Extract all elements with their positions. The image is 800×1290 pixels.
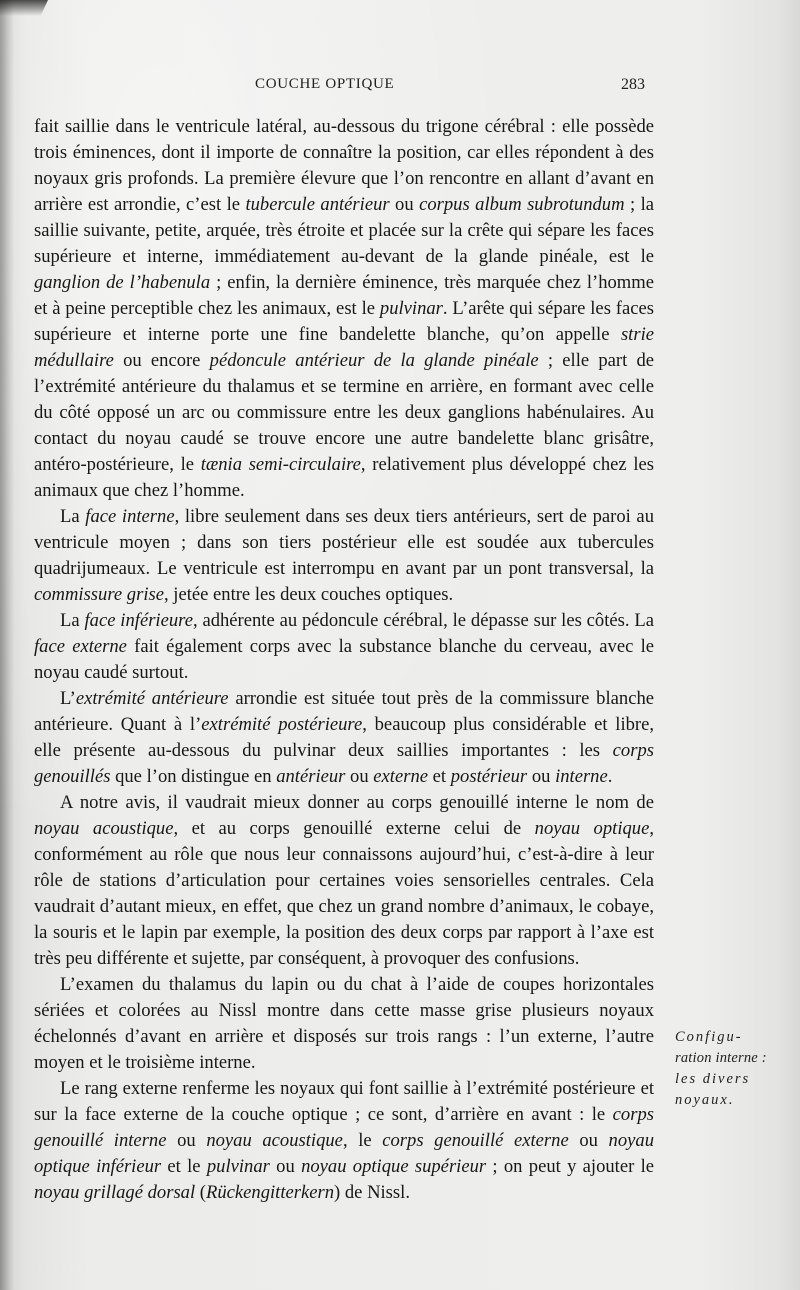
text-run: , libre seulement dans ses deux tiers antérieurs, sert de paroi au ventricule moyen ; dans son tiers postérieur elle est soudée aux tubercules quadrijumeaux. Le ventricule est interrompu en avant par un pont transversal, la	[34, 506, 654, 579]
margin-note-line: ration interne :	[675, 1050, 767, 1066]
text-run: ou	[166, 1130, 207, 1151]
page-number: 283	[621, 76, 645, 93]
text-run: , adhérente au pédoncule cérébral, le dépasse sur les côtés. La	[192, 610, 655, 631]
text-run: L’examen du thalamus du lapin ou du chat à l’aide de coupes horizontales sériées et colorées au Nissl montre dans cette masse grise plusieurs noyaux échelonnés d’avant en arrière et disposés sur trois rangs : l’un externe, l’autre moyen et le troisième interne.	[34, 974, 654, 1073]
text-run: ; enfin, la dernière éminence, très marquée chez l’homme et à peine perceptible chez les animaux, est le	[34, 272, 654, 319]
text-run: que l’on distingue en	[110, 766, 277, 787]
italic-term: Rückengitterkern	[206, 1182, 335, 1203]
italic-term: extrémité antérieure	[75, 688, 229, 709]
italic-term: pulvinar	[379, 298, 443, 319]
italic-term: corps genouillés	[34, 740, 654, 787]
text-run: ou	[269, 1156, 302, 1177]
italic-term: face externe	[34, 636, 127, 657]
text-run: , relativement plus développé chez les animaux que chez l’homme.	[34, 454, 654, 501]
italic-term: corps genouillé externe	[382, 1130, 569, 1151]
italic-term: interne	[555, 766, 608, 787]
text-run: ; la saillie suivante, petite, arquée, très étroite et placée sur la crête qui sépare les faces supérieure et interne, immédiatement au-devant de la glande pinéale, est le	[34, 194, 654, 267]
italic-term: tænia semi-circulaire	[200, 454, 361, 475]
text-run: A notre avis, il vaudrait mieux donner au corps genouillé interne le nom de	[60, 792, 654, 813]
scan-shadow-edge	[0, 0, 14, 1290]
text-run: (	[195, 1182, 206, 1203]
italic-term: noyau acoustique	[34, 818, 174, 839]
text-run: ou	[389, 194, 420, 215]
text-run: ; elle part de l’extrémité antérieure du thalamus et se termine en arrière, en formant avec celle du côté opposé un arc ou commissure entre les deux ganglions habénulaires. Au contact du noyau caudé se trouve encore une autre bandelette blanc grisâtre, antéro-postérieure, le	[34, 350, 654, 475]
running-title: COUCHE OPTIQUE	[255, 76, 395, 92]
text-run: .	[607, 766, 613, 787]
italic-term: noyau optique	[534, 818, 650, 839]
margin-note-line: noyaux.	[675, 1092, 735, 1108]
main-text	[34, 114, 654, 1206]
text-run: ) de Nissl.	[334, 1182, 410, 1203]
paragraph	[34, 1076, 654, 1206]
text-run: , et au corps genouillé externe celui de	[173, 818, 535, 839]
paragraph	[34, 114, 654, 504]
margin-note	[675, 1027, 785, 1111]
text-run: . L’arête qui sépare les faces supérieure et interne porte une fine bandelette blanche, qu’on appelle	[34, 298, 654, 345]
text-run: fait également corps avec la substance blanche du cerveau, avec le noyau caudé surtout.	[34, 636, 654, 683]
paragraph	[34, 686, 654, 790]
italic-term: externe	[373, 766, 429, 787]
text-run: , jetée entre les deux couches optiques.	[163, 584, 454, 605]
scan-dark-corner	[0, 0, 48, 16]
paragraph	[34, 972, 654, 1076]
text-run: ou	[527, 766, 556, 787]
text-run: et	[428, 766, 451, 787]
text-run: , beaucoup plus considérable et libre, elle présente au-dessous du pulvinar deux saillies importantes : les	[34, 714, 655, 761]
italic-term: commissure grise	[34, 584, 164, 605]
running-header	[0, 76, 800, 100]
italic-term: pédoncule antérieur de la glande pinéale	[209, 350, 539, 371]
italic-term: noyau optique inférieur	[34, 1130, 654, 1177]
text-run: fait saillie dans le ventricule latéral, au-dessous du trigone cérébral : elle possède trois éminences, dont il importe de connaître la position, car elles répondent à des noyaux gris profonds. La première élevure que l’on rencontre en allant d’avant en arrière est arrondie, c’est le	[34, 116, 654, 215]
text-run: et le	[161, 1156, 207, 1177]
paragraph	[34, 608, 654, 686]
text-run: Le rang externe renferme les noyaux qui font saillie à l’extrémité postérieure et sur la face externe de la couche optique ; ce sont, d’arrière en avant : le	[34, 1078, 654, 1125]
italic-term: strie médullaire	[34, 324, 654, 371]
text-run: L’	[60, 688, 76, 709]
italic-term: face interne	[85, 506, 175, 527]
text-run: La	[60, 506, 86, 527]
italic-term: noyau acoustique	[206, 1130, 343, 1151]
text-run: arrondie est située tout près de la commissure blanche antérieure. Quant à l’	[34, 688, 654, 735]
text-run: ou	[345, 766, 374, 787]
text-run: , le	[342, 1130, 383, 1151]
italic-term: corps genouillé interne	[34, 1104, 654, 1151]
text-run: La	[60, 610, 85, 631]
italic-term: antérieur	[276, 766, 346, 787]
italic-term: corpus album subrotundum	[419, 194, 625, 215]
italic-term: ganglion de l’habenula	[34, 272, 211, 293]
italic-term: extrémité postérieure	[201, 714, 363, 735]
margin-note-line: les divers	[675, 1071, 751, 1087]
italic-term: postérieur	[450, 766, 528, 787]
text-run: ou	[568, 1130, 609, 1151]
text-run: ; on peut y ajouter le	[486, 1156, 654, 1177]
italic-term: noyau grillagé dorsal	[34, 1182, 196, 1203]
italic-term: face inférieure	[84, 610, 193, 631]
text-run: , conformément au rôle que nous leur connaissons aujourd’hui, c’est-à-dire à leur rôle de stations d’articulation pour certaines voies sensorielles centrales. Cela vaudrait d’autant mieux, en effet, que chez un grand nombre d’animaux, le cobaye, la souris et le lapin par exemple, la position des deux corps par rapport à l’axe est très peu différente et sujette, par conséquent, à provoquer des confusions.	[34, 818, 654, 969]
text-run: ou encore	[113, 350, 210, 371]
paragraph	[34, 504, 654, 608]
italic-term: noyau optique supérieur	[301, 1156, 487, 1177]
italic-term: tubercule antérieur	[245, 194, 390, 215]
italic-term: pulvinar	[206, 1156, 270, 1177]
paragraph	[34, 790, 654, 972]
margin-note-line: Configu-	[675, 1029, 743, 1045]
